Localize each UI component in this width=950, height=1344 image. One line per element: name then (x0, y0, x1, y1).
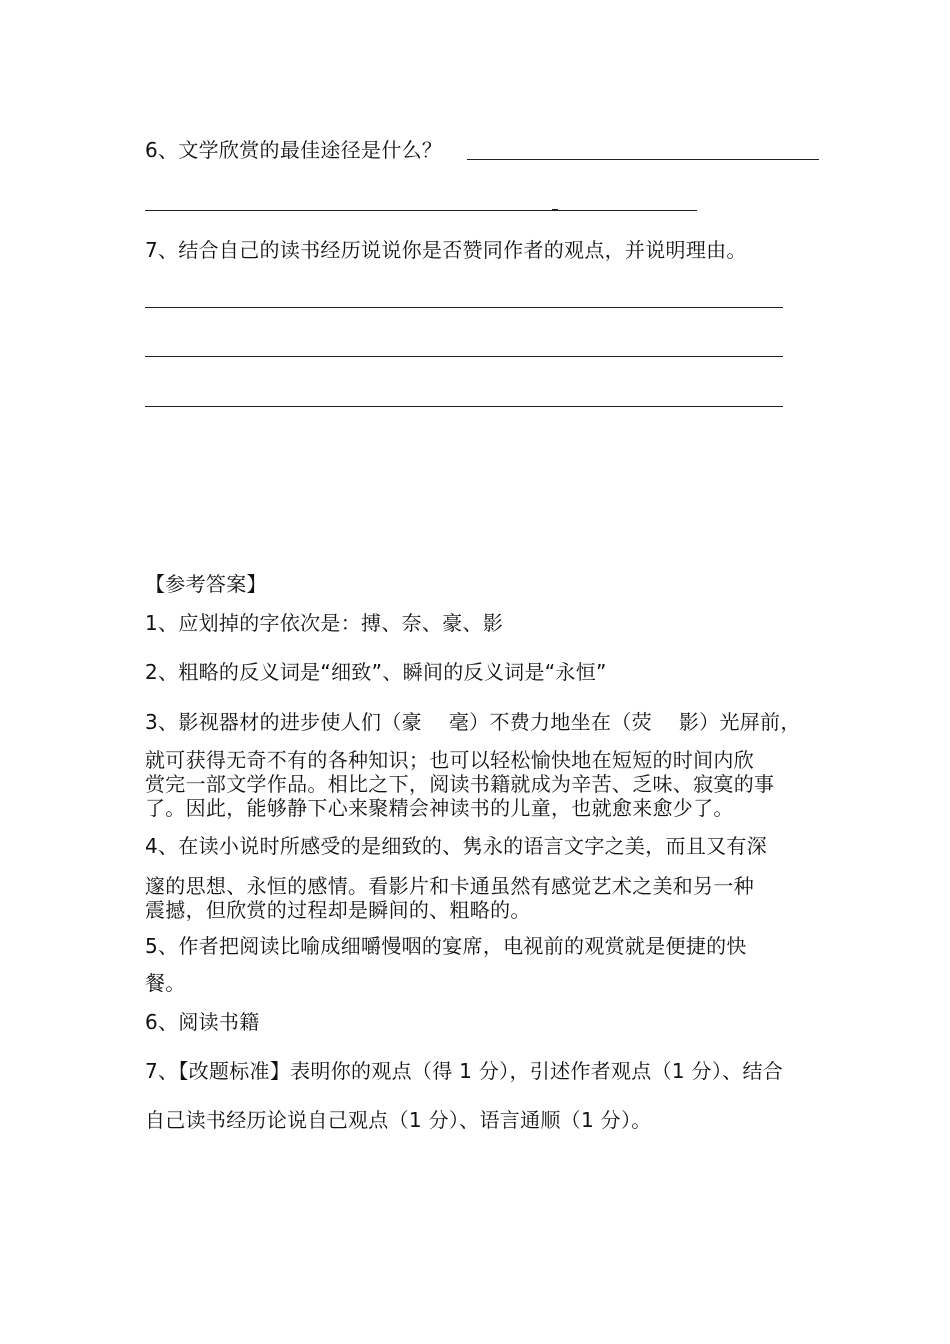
answer-7-line-2: 自己读书经历论说自己观点（1 分）、语言通顺（1 分）。 (145, 1108, 652, 1132)
answer-6: 6、阅读书籍 (145, 1010, 260, 1034)
answer-3-line-3: 赏完一部文学作品。相比之下，阅读书籍就成为辛苦、乏味、寂寞的事 (145, 772, 775, 796)
answer-3-line-4: 了。因此，能够静下心来聚精会神读书的儿童，也就愈来愈少了。 (145, 796, 734, 820)
answer-4-line-2: 邃的思想、永恒的感情。看影片和卡通虽然有感觉艺术之美和另一种 (145, 874, 754, 898)
answer-3-line-2: 就可获得无奇不有的各种知识；也可以轻松愉快地在短短的时间内欣 (145, 748, 754, 772)
blank-mark (552, 209, 558, 211)
answer-4-line-1: 4、在读小说时所感受的是细致的、隽永的语言文字之美，而且又有深 (145, 834, 768, 858)
answer-7-line-1: 7、【改题标准】表明你的观点（得 1 分），引述作者观点（1 分）、结合 (145, 1059, 784, 1083)
question-7: 7、结合自己的读书经历说说你是否赞同作者的观点，并说明理由。 (145, 238, 747, 262)
answer-5-line-2: 餐。 (145, 971, 186, 995)
answer-blank-q6-line1 (467, 159, 819, 160)
answer-blank-q7-line1 (145, 307, 783, 308)
answer-blank-q7-line3 (145, 406, 783, 407)
answer-3-line-1: 3、影视器材的进步使人们（豪 毫）不费力地坐在（荧 影）光屏前， (145, 710, 801, 734)
answer-1: 1、应划掉的字依次是：搏、奈、豪、影 (145, 611, 504, 635)
answer-4-line-3: 震撼，但欣赏的过程却是瞬间的、粗略的。 (145, 898, 531, 922)
answer-2: 2、粗略的反义词是“细致”、瞬间的反义词是“永恒” (145, 660, 607, 684)
answer-blank-q6-line2 (145, 210, 697, 211)
question-6: 6、文学欣赏的最佳途径是什么？ (145, 138, 443, 162)
answers-heading: 【参考答案】 (145, 572, 267, 596)
answer-blank-q7-line2 (145, 356, 783, 357)
answer-5-line-1: 5、作者把阅读比喻成细嚼慢咽的宴席，电视前的观赏就是便捷的快 (145, 934, 747, 958)
